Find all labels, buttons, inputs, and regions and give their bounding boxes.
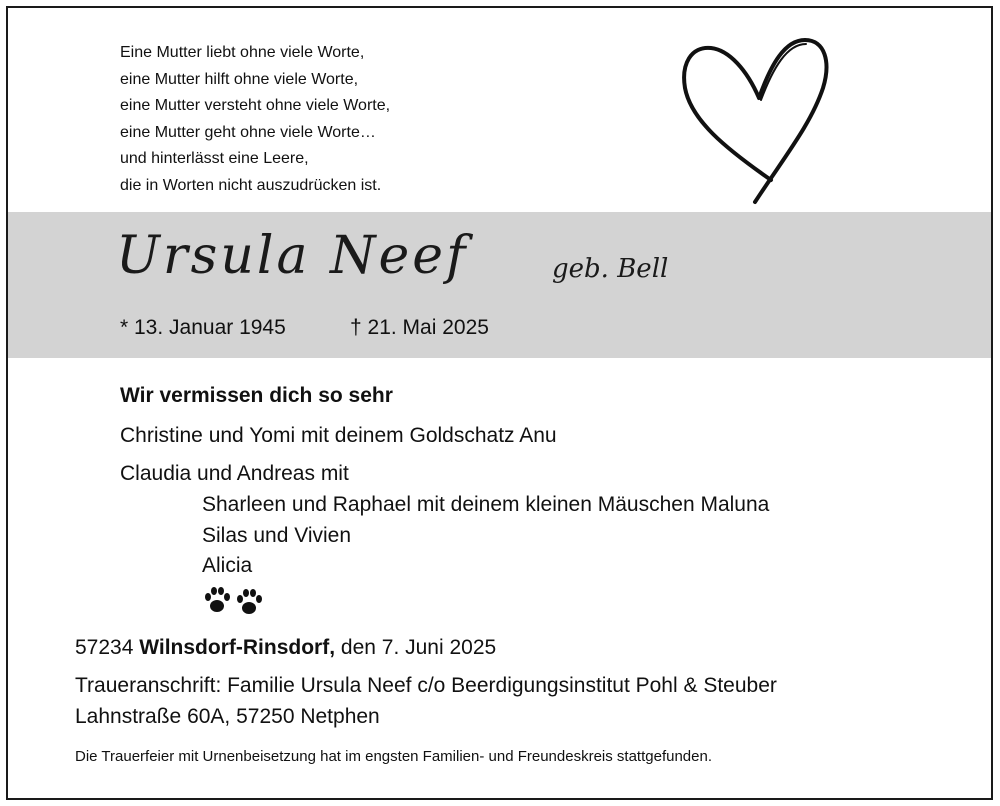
poem-line: die in Worten nicht auszudrücken ist. xyxy=(120,176,382,194)
death-date: † 21. Mai 2025 xyxy=(350,316,489,339)
place-date xyxy=(75,636,496,660)
mourner-subline: Alicia xyxy=(202,554,253,577)
poem-line: eine Mutter hilft ohne viele Worte, xyxy=(120,70,359,88)
mourning-address-street: Lahnstraße 60A, 57250 Netphen xyxy=(75,705,380,728)
poem-line: eine Mutter geht ohne viele Worte… xyxy=(120,123,376,141)
notice-date: den 7. Juni 2025 xyxy=(340,636,497,659)
mourner-line: Claudia und Andreas mit xyxy=(120,462,349,485)
paw-prints-icon xyxy=(202,586,266,616)
poem-line: und hinterlässt eine Leere, xyxy=(120,150,309,167)
poem xyxy=(120,40,390,199)
poem-line: eine Mutter versteht ohne viele Worte, xyxy=(120,97,391,114)
town: Wilnsdorf-Rinsdorf, xyxy=(139,636,336,659)
poem-line: Eine Mutter liebt ohne viele Worte, xyxy=(120,44,365,61)
mourner-subline: Sharleen und Raphael mit deinem kleinen Mäuschen Maluna xyxy=(202,493,770,516)
mourner-line: Christine und Yomi mit deinem Goldschatz Anu xyxy=(120,424,557,447)
mourner-subline: Silas und Vivien xyxy=(202,524,352,547)
zip-code: 57234 xyxy=(75,636,134,659)
ceremony-note: Die Trauerfeier mit Urnenbeisetzung hat im engsten Familien- und Freundeskreis stattgefunden. xyxy=(75,748,712,765)
name-band xyxy=(8,212,991,358)
maiden-name: geb. Bell xyxy=(552,254,669,284)
heart-icon xyxy=(673,30,833,210)
deceased-name: Ursula Neef xyxy=(116,226,469,286)
obituary-notice xyxy=(6,6,993,800)
mourning-address: Traueranschrift: Familie Ursula Neef c/o Beerdigungsinstitut Pohl & Steuber xyxy=(75,674,777,697)
birth-date: * 13. Januar 1945 xyxy=(120,316,286,339)
mourners-heading: Wir vermissen dich so sehr xyxy=(120,384,393,407)
